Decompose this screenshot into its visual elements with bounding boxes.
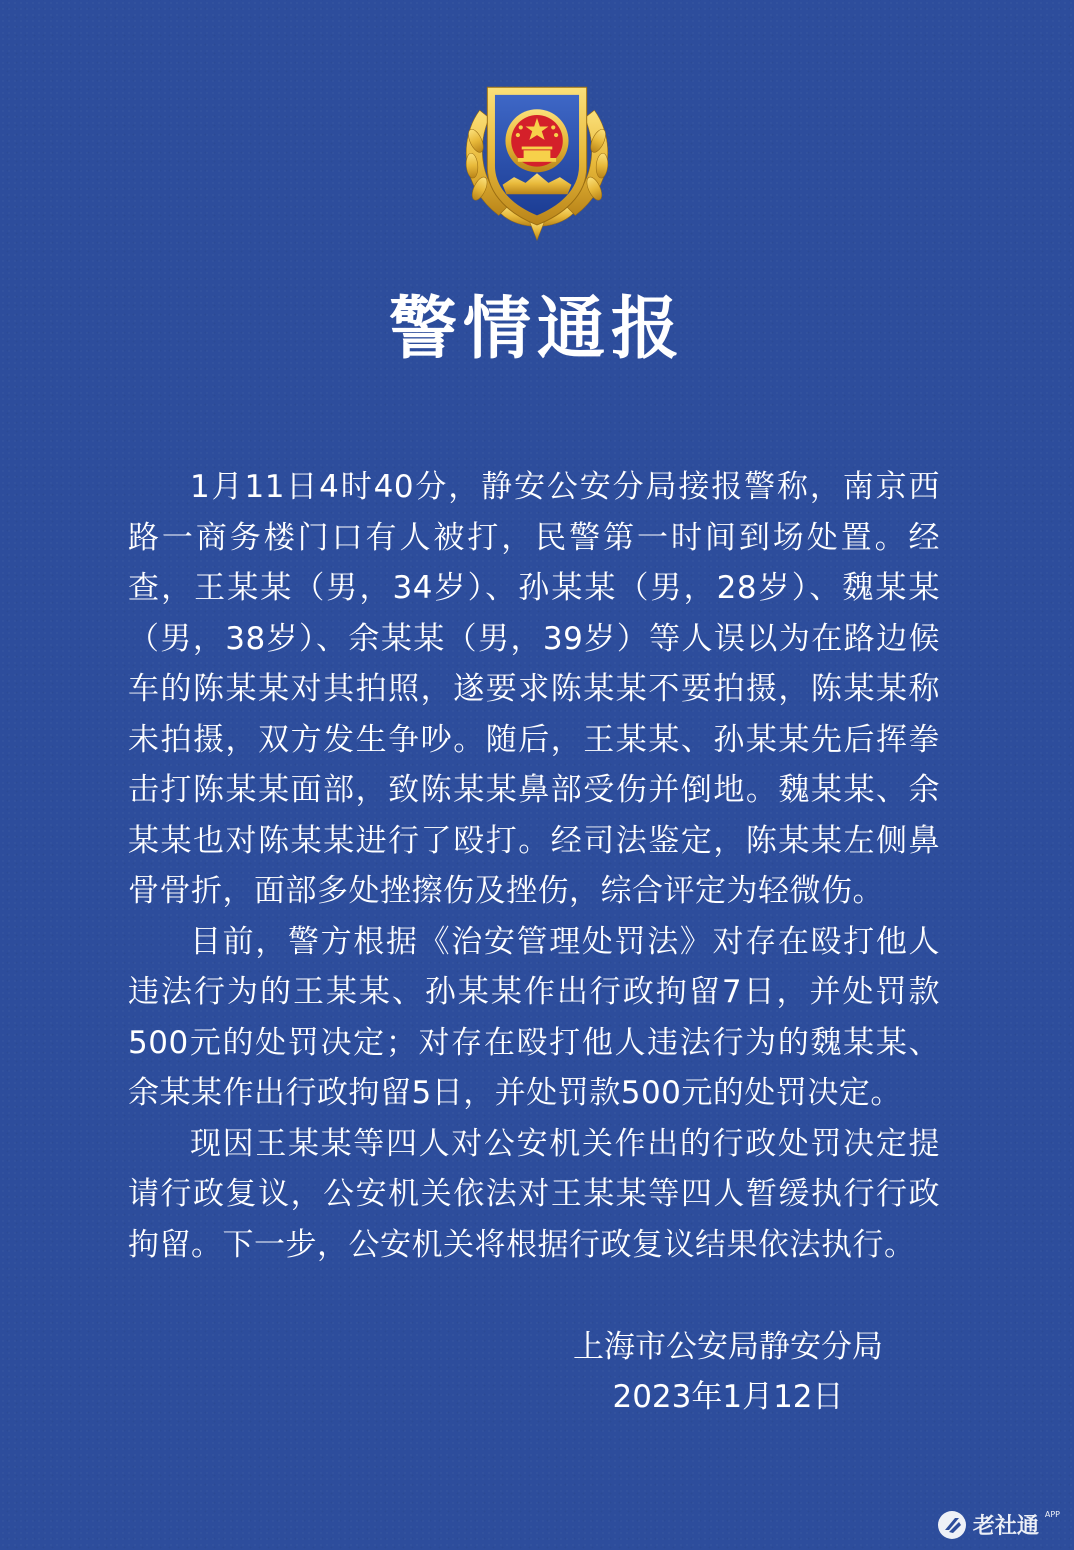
issuer-name: 上海市公安局静安分局 [573,1329,883,1365]
watermark-text: 老社通 [972,1514,1039,1539]
notice-title: 警情通报 [388,290,685,369]
signature-block [560,1322,896,1422]
app-watermark [937,1509,1060,1540]
notice-paragraph: 目前，警方根据《治安管理处罚法》对存在殴打他人违法行为的王某某、孙某某作出行政拘留7日，并处罚款500元的处罚决定；对存在殴打他人违法行为的魏某某、余某某作出行政拘留5日，并处罚款500元的处罚决定。 [128,923,940,1111]
laoshetong-logo-icon [937,1510,967,1540]
watermark-badge: APP [1044,1510,1060,1519]
notice-body [128,462,940,1270]
notice-paragraph: 1月11日4时40分，静安公安分局接报警称，南京西路一商务楼门口有人被打，民警第一时间到场处置。经查，王某某（男，34岁）、孙某某（男，28岁）、魏某某（男，38岁）、余某某（男，39岁）等人误以为在路边候车的陈某某对其拍照，遂要求陈某某不要拍摄，陈某某称未拍摄，双方发生争吵。随后，王某某、孙某某先后挥拳击打陈某某面部，致陈某某鼻部受伤并倒地。魏某某、余某某也对陈某某进行了殴打。经司法鉴定，陈某某左侧鼻骨骨折，面部多处挫擦伤及挫伤，综合评定为轻微伤。 [128,469,940,909]
notice-paragraph: 现因王某某等四人对公安机关作出的行政处罚决定提请行政复议，公安机关依法对王某某等四人暂缓执行行政拘留。下一步，公安机关将根据行政复议结果依法执行。 [128,1125,940,1263]
issue-date: 2023年1月12日 [612,1379,844,1415]
police-emblem [440,72,634,244]
